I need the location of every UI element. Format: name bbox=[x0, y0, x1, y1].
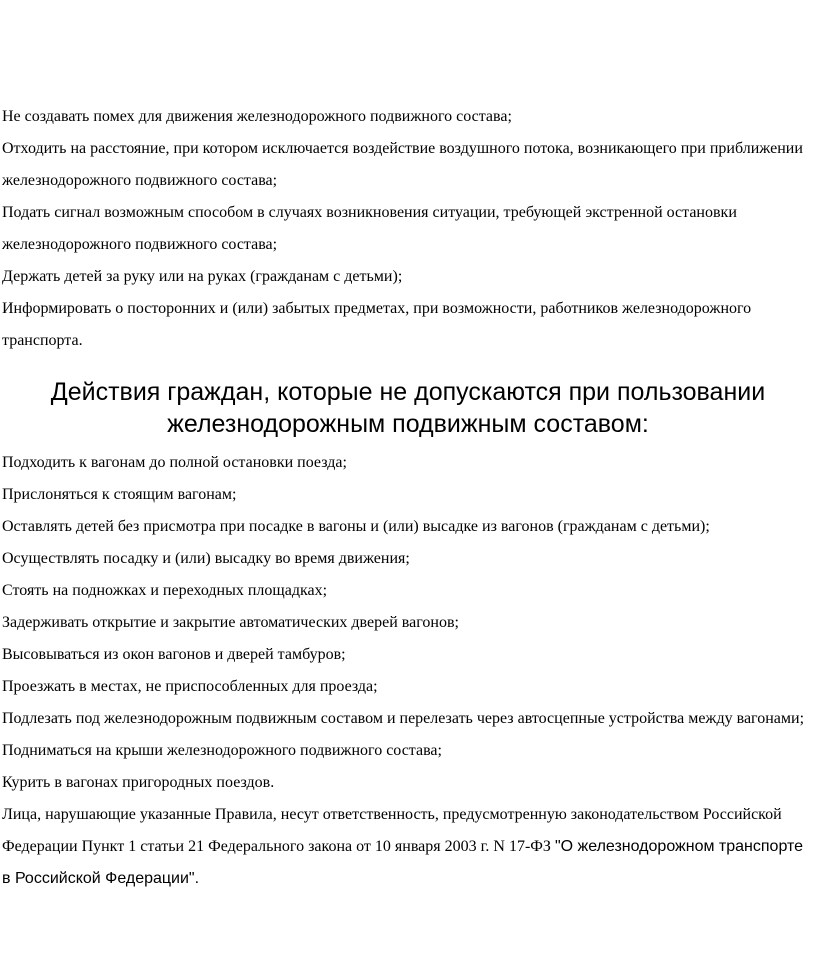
list-item: Отходить на расстояние, при котором исключается воздействие воздушного потока, возникающего при приближении железнодорожного подвижного состава; bbox=[2, 140, 803, 189]
list-item: Проезжать в местах, не приспособленных для проезда; bbox=[2, 678, 378, 695]
list-item: Держать детей за руку или на руках (гражданам с детьми); bbox=[2, 268, 403, 285]
list-item: Подходить к вагонам до полной остановки поезда; bbox=[2, 454, 347, 471]
liability-note bbox=[2, 799, 814, 895]
list-item: Оставлять детей без присмотра при посадке в вагоны и (или) высадке из вагонов (гражданам с детьми); bbox=[2, 518, 710, 535]
list-item: Высовываться из окон вагонов и дверей тамбуров; bbox=[2, 646, 346, 663]
list-item: Осуществлять посадку и (или) высадку во время движения; bbox=[2, 550, 410, 567]
prohibited-actions-list bbox=[2, 447, 814, 895]
section-heading: Действия граждан, которые не допускаются при пользовании железнодорожным подвижным составом: bbox=[50, 378, 766, 438]
list-item: Не создавать помех для движения железнодорожного подвижного состава; bbox=[2, 108, 512, 125]
liability-text: Лица, нарушающие указанные Правила, несут ответственность, предусмотренную законодательством Российской Федерации Пункт 1 статьи 21 Федерального закона от 10 января 2003 г. N 17-ФЗ bbox=[2, 806, 782, 855]
list-item: Информировать о посторонних и (или) забытых предметах, при возможности, работников железнодорожного транспорта. bbox=[2, 300, 752, 349]
law-title: "О железнодорожном транспорте в Российской Федерации". bbox=[2, 838, 804, 887]
passenger-duties-list bbox=[2, 101, 814, 357]
list-item: Задерживать открытие и закрытие автоматических дверей вагонов; bbox=[2, 614, 459, 631]
list-item: Прислоняться к стоящим вагонам; bbox=[2, 486, 237, 503]
list-item: Стоять на подножках и переходных площадках; bbox=[2, 582, 328, 599]
list-item: Подлезать под железнодорожным подвижным составом и перелезать через автосцепные устройства между вагонами; bbox=[2, 710, 805, 727]
list-item: Курить в вагонах пригородных поездов. bbox=[2, 774, 275, 791]
list-item: Подниматься на крыши железнодорожного подвижного состава; bbox=[2, 742, 442, 759]
list-item: Подать сигнал возможным способом в случаях возникновения ситуации, требующей экстренной остановки железнодорожного подвижного состава; bbox=[2, 204, 737, 253]
